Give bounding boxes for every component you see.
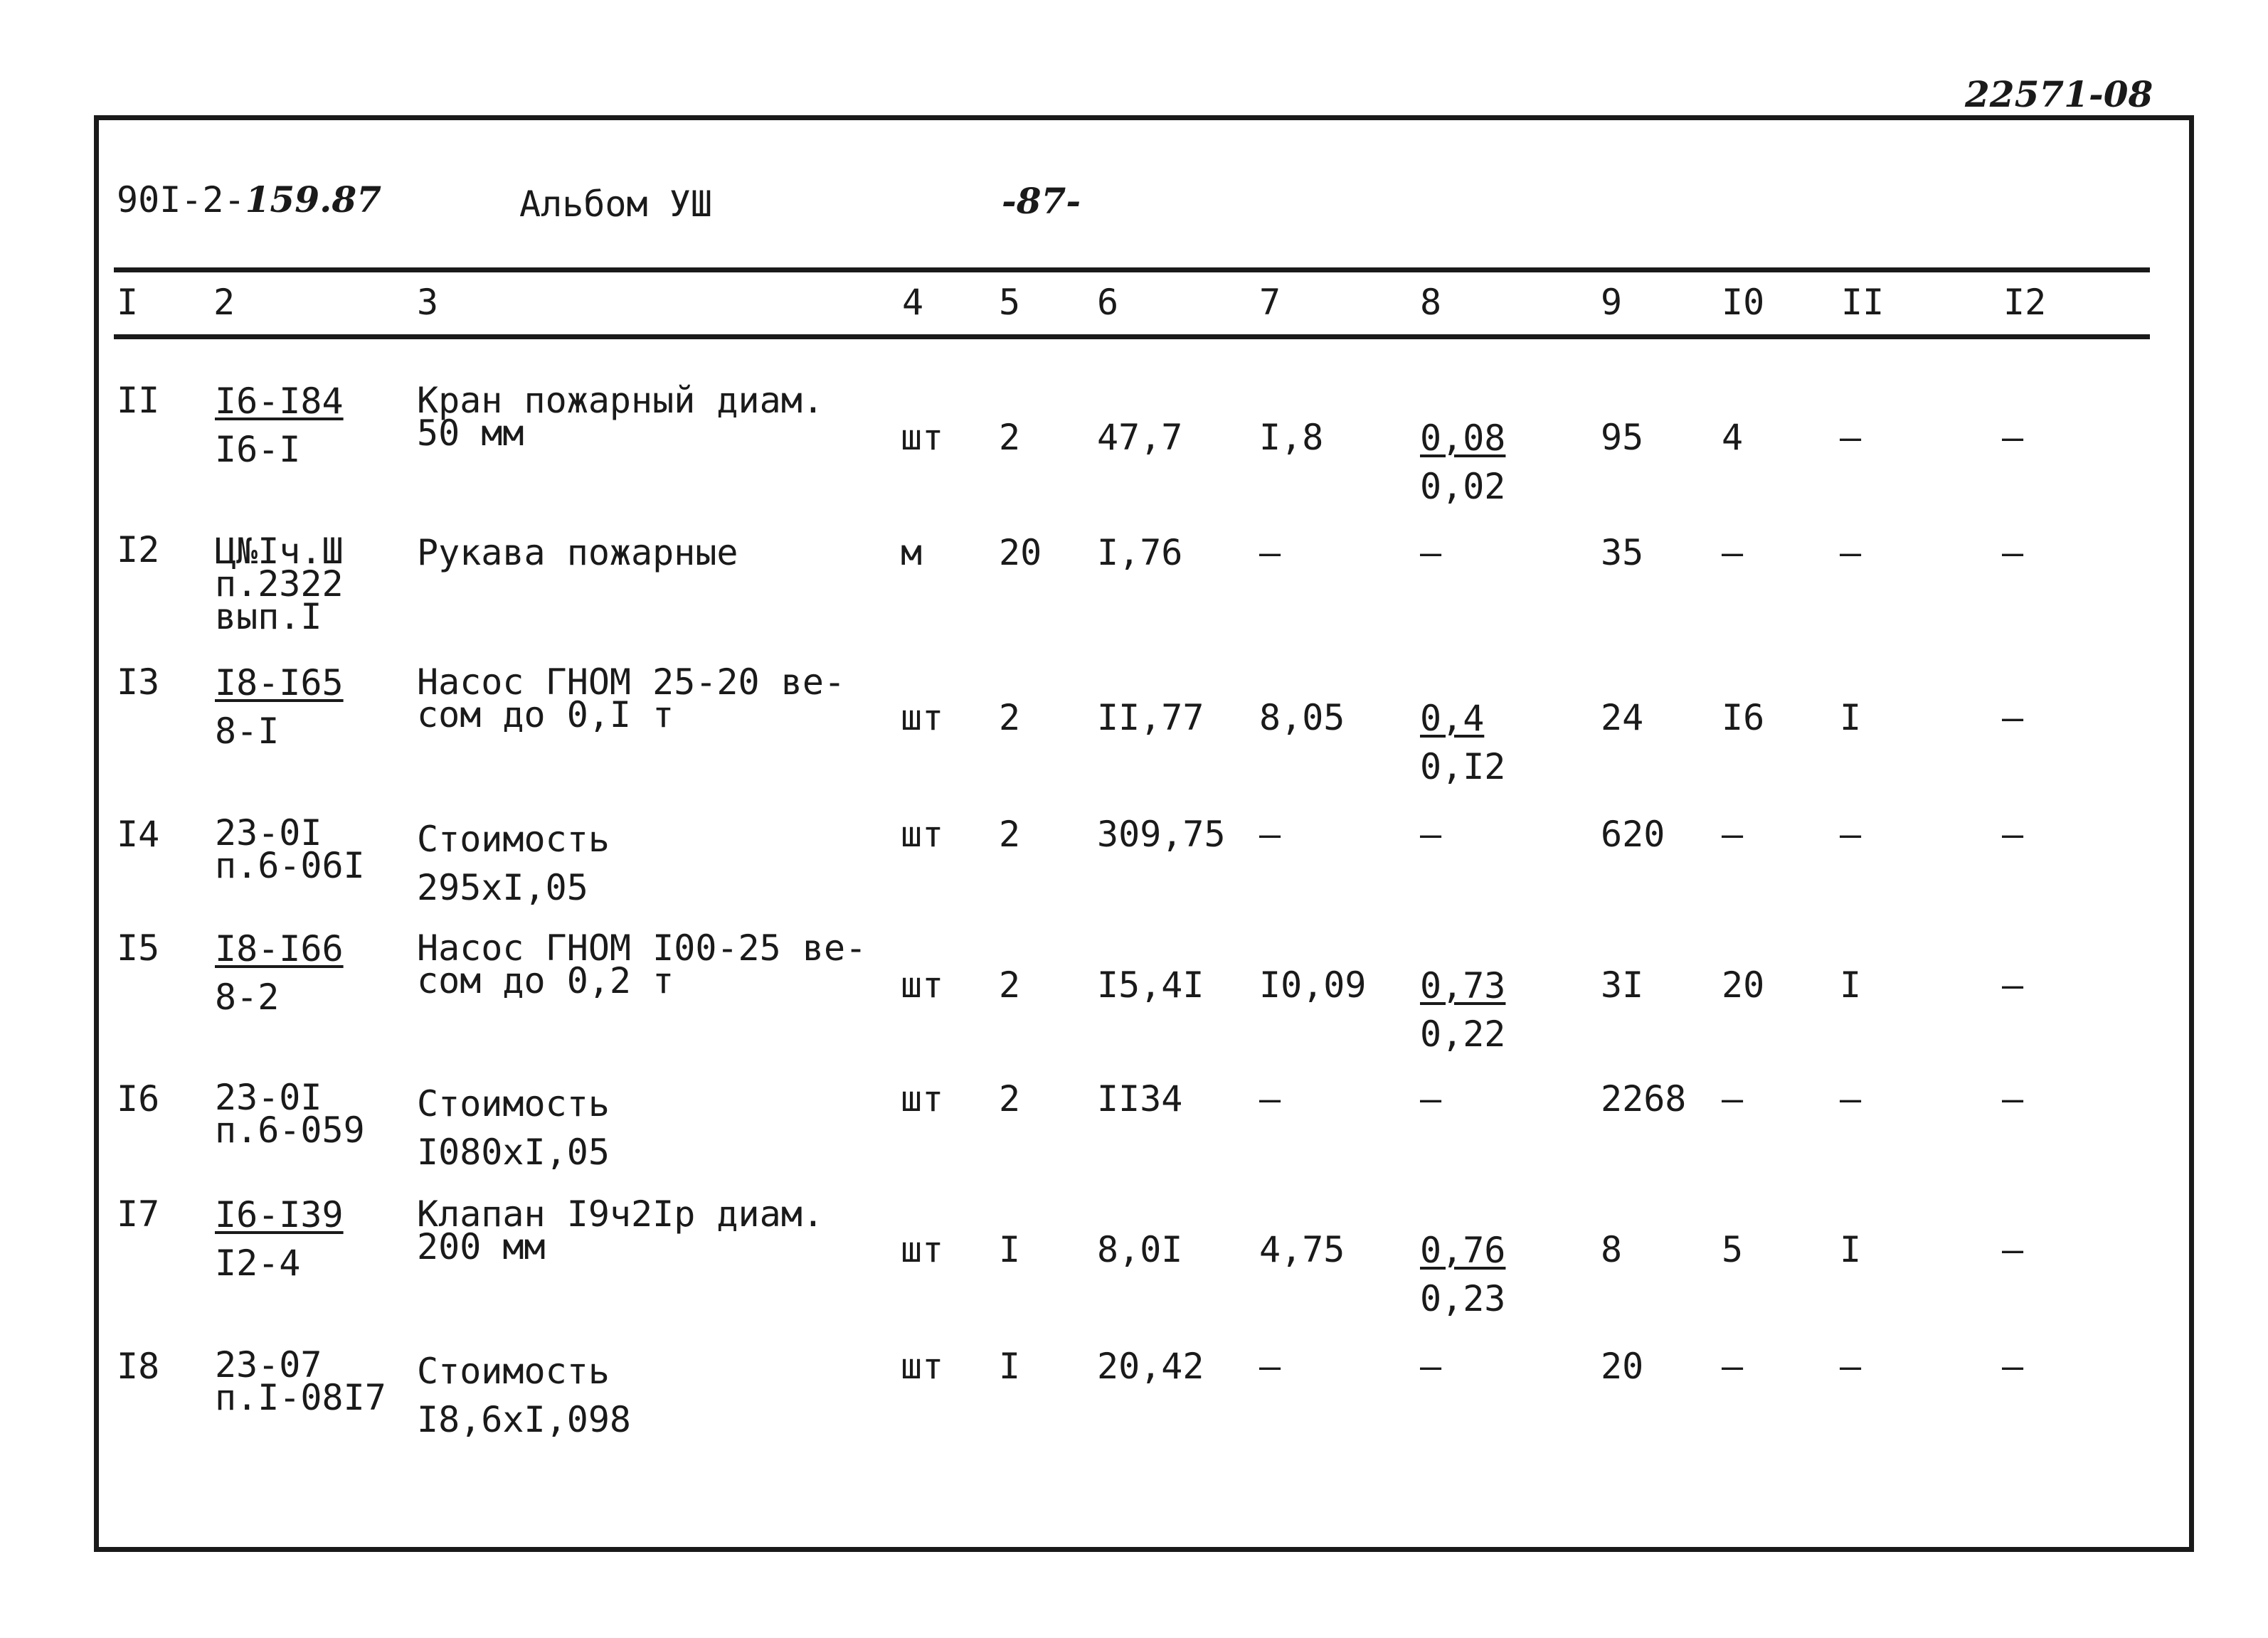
col-header-9: 9 xyxy=(1601,282,1623,323)
document-number: 22571-08 xyxy=(1965,73,2153,115)
norm-reference-denominator: I6-I xyxy=(215,429,301,470)
col11-value: – xyxy=(1840,1346,1862,1387)
col-header-2: 2 xyxy=(213,282,235,323)
norm-reference-numerator: I6-I39 xyxy=(215,1194,344,1235)
row-number: I4 xyxy=(117,814,160,855)
col12-value: – xyxy=(2002,1078,2024,1120)
item-description-line-2: 295хI,05 xyxy=(417,867,588,908)
row-number: I5 xyxy=(117,927,160,969)
col8-denominator: 0,23 xyxy=(1420,1278,1506,1319)
col10-value: – xyxy=(1722,1346,1744,1387)
quantity: 2 xyxy=(999,964,1021,1006)
album-title: Альбом УШ xyxy=(519,184,712,225)
project-code-handwritten: 159.87 xyxy=(245,179,381,220)
total-cost: 20 xyxy=(1601,1346,1644,1387)
col-header-8: 8 xyxy=(1420,282,1442,323)
item-description-line-2: сом до 0,2 т xyxy=(417,960,674,1001)
unit: шт xyxy=(901,964,944,1006)
norm-reference-line-2: п.I-08I7 xyxy=(215,1377,386,1418)
total-cost: 35 xyxy=(1601,532,1644,573)
col7-value: 4,75 xyxy=(1259,1229,1345,1270)
unit-cost: II34 xyxy=(1097,1078,1183,1120)
total-cost: 95 xyxy=(1601,417,1644,458)
norm-reference-denominator: 8-I xyxy=(215,711,280,752)
item-description-line-1: Стоимость xyxy=(417,1083,610,1124)
total-cost: 8 xyxy=(1601,1229,1623,1270)
item-description xyxy=(417,380,824,454)
col7-value: 8,05 xyxy=(1259,697,1345,738)
item-description-line-1: Стоимость xyxy=(417,1351,610,1392)
item-description-line-1: Насос ГНОМ I00-25 ве- xyxy=(417,927,867,969)
col10-value: – xyxy=(1722,814,1744,855)
header-bottom-rule xyxy=(114,334,2150,339)
norm-reference xyxy=(215,377,344,474)
col12-value: – xyxy=(2002,814,2024,855)
quantity: I xyxy=(999,1346,1021,1387)
col7-value: I,8 xyxy=(1259,417,1324,458)
quantity: 2 xyxy=(999,697,1021,738)
unit-cost: 47,7 xyxy=(1097,417,1183,458)
norm-reference xyxy=(215,659,344,755)
col8-value: – xyxy=(1420,1078,1442,1120)
col8-value: – xyxy=(1420,814,1442,855)
col-header-4: 4 xyxy=(902,282,924,323)
row-number: II xyxy=(117,380,160,421)
norm-reference-line-1: 23-07 xyxy=(215,1344,322,1386)
item-description-line-1: Кран пожарный диам. xyxy=(417,380,824,421)
col-header-3: 3 xyxy=(417,282,439,323)
col-header-7: 7 xyxy=(1259,282,1281,323)
row-number: I8 xyxy=(117,1346,160,1387)
quantity: 2 xyxy=(999,417,1021,458)
col8-value: – xyxy=(1420,532,1442,573)
col10-value: 4 xyxy=(1722,417,1744,458)
unit-cost: 20,42 xyxy=(1097,1346,1204,1387)
quantity: 2 xyxy=(999,814,1021,855)
item-description-line-2: сом до 0,I т xyxy=(417,694,674,735)
col10-value: – xyxy=(1722,532,1744,573)
project-code-prefix: 90I-2- xyxy=(117,179,245,220)
item-description: Рукава пожарные xyxy=(417,532,738,573)
norm-reference-line-3: вып.I xyxy=(215,596,322,637)
norm-reference xyxy=(215,1191,344,1287)
col11-value: I xyxy=(1840,1229,1862,1270)
unit: шт xyxy=(901,1078,944,1120)
norm-reference xyxy=(215,925,344,1021)
col11-value: – xyxy=(1840,814,1862,855)
col11-value: I xyxy=(1840,697,1862,738)
col10-value: 5 xyxy=(1722,1229,1744,1270)
col8-numerator: 0,08 xyxy=(1420,418,1506,459)
col-header-1: I xyxy=(117,282,139,323)
norm-reference xyxy=(215,812,365,886)
col8-value: – xyxy=(1420,1346,1442,1387)
item-description xyxy=(417,927,867,1001)
col10-value: – xyxy=(1722,1078,1744,1120)
item-description xyxy=(417,1080,610,1176)
item-description-line-2: 200 мм xyxy=(417,1226,546,1267)
norm-reference xyxy=(215,1077,365,1151)
col12-value: – xyxy=(2002,1346,2024,1387)
col12-value: – xyxy=(2002,417,2024,458)
quantity: 2 xyxy=(999,1078,1021,1120)
norm-reference-line-2: п.2322 xyxy=(215,563,344,605)
col8-denominator: 0,02 xyxy=(1420,466,1506,507)
norm-reference-line-2: п.6-059 xyxy=(215,1110,365,1151)
col8-fraction xyxy=(1420,962,1505,1058)
unit: м xyxy=(901,532,923,573)
col8-numerator: 0,73 xyxy=(1420,965,1506,1006)
row-number: I3 xyxy=(117,661,160,703)
norm-reference-line-1: 23-0I xyxy=(215,812,322,853)
item-description xyxy=(417,815,610,912)
total-cost: 3I xyxy=(1601,964,1644,1006)
project-code xyxy=(117,179,381,220)
header-top-rule xyxy=(114,267,2150,272)
col8-numerator: 0,4 xyxy=(1420,698,1485,739)
col10-value: 20 xyxy=(1722,964,1765,1006)
col-header-5: 5 xyxy=(999,282,1021,323)
col7-value: I0,09 xyxy=(1259,964,1367,1006)
item-description xyxy=(417,1347,631,1444)
unit: шт xyxy=(901,1229,944,1270)
quantity: 20 xyxy=(999,532,1042,573)
item-description-line-2: 50 мм xyxy=(417,413,524,454)
col11-value: – xyxy=(1840,1078,1862,1120)
row-number: I6 xyxy=(117,1078,160,1120)
col-header-11: II xyxy=(1841,282,1885,323)
norm-reference-line-1: Ц№Iч.Ш xyxy=(215,531,344,572)
row-number: I7 xyxy=(117,1193,160,1235)
quantity: I xyxy=(999,1229,1021,1270)
col7-value: – xyxy=(1259,1346,1281,1387)
norm-reference-numerator: I8-I65 xyxy=(215,662,344,703)
col8-denominator: 0,I2 xyxy=(1420,746,1506,787)
item-description xyxy=(417,661,846,735)
norm-reference-numerator: I6-I84 xyxy=(215,381,344,422)
col8-numerator: 0,76 xyxy=(1420,1230,1506,1271)
norm-reference xyxy=(215,531,344,637)
norm-reference-line-2: п.6-06I xyxy=(215,845,365,886)
unit-cost: I5,4I xyxy=(1097,964,1204,1006)
col12-value: – xyxy=(2002,1229,2024,1270)
unit: шт xyxy=(901,1346,944,1387)
row-number: I2 xyxy=(117,529,160,570)
col11-value: – xyxy=(1840,532,1862,573)
total-cost: 2268 xyxy=(1601,1078,1687,1120)
norm-reference-denominator: I2-4 xyxy=(215,1243,301,1284)
col10-value: I6 xyxy=(1722,697,1765,738)
col8-fraction xyxy=(1420,1226,1505,1323)
col-header-10: I0 xyxy=(1722,282,1765,323)
item-description-line-1: Клапан I9ч2Iр диам. xyxy=(417,1193,824,1235)
total-cost: 620 xyxy=(1601,814,1665,855)
col-header-6: 6 xyxy=(1097,282,1119,323)
item-description xyxy=(417,1193,824,1267)
page-number: -87- xyxy=(1002,180,1081,222)
unit-cost: 8,0I xyxy=(1097,1229,1183,1270)
col-header-12: I2 xyxy=(2003,282,2047,323)
norm-reference-line-1: 23-0I xyxy=(215,1077,322,1118)
item-description-line-1: Насос ГНОМ 25-20 ве- xyxy=(417,661,846,703)
unit-cost: I,76 xyxy=(1097,532,1183,573)
unit-cost: 309,75 xyxy=(1097,814,1226,855)
item-description-line-2: I080хI,05 xyxy=(417,1132,610,1173)
col12-value: – xyxy=(2002,532,2024,573)
item-description-line-2: I8,6хI,098 xyxy=(417,1399,632,1440)
col11-value: I xyxy=(1840,964,1862,1006)
col12-value: – xyxy=(2002,964,2024,1006)
col7-value: – xyxy=(1259,814,1281,855)
unit: шт xyxy=(901,814,944,855)
total-cost: 24 xyxy=(1601,697,1644,738)
col11-value: – xyxy=(1840,417,1862,458)
item-description-line-1: Стоимость xyxy=(417,819,610,860)
col12-value: – xyxy=(2002,697,2024,738)
col8-fraction xyxy=(1420,414,1505,511)
unit-cost: II,77 xyxy=(1097,697,1204,738)
col7-value: – xyxy=(1259,532,1281,573)
col8-denominator: 0,22 xyxy=(1420,1014,1506,1055)
col7-value: – xyxy=(1259,1078,1281,1120)
norm-reference-denominator: 8-2 xyxy=(215,977,280,1018)
norm-reference-numerator: I8-I66 xyxy=(215,928,344,969)
col8-fraction xyxy=(1420,694,1505,791)
unit: шт xyxy=(901,417,944,458)
unit: шт xyxy=(901,697,944,738)
norm-reference xyxy=(215,1344,386,1418)
